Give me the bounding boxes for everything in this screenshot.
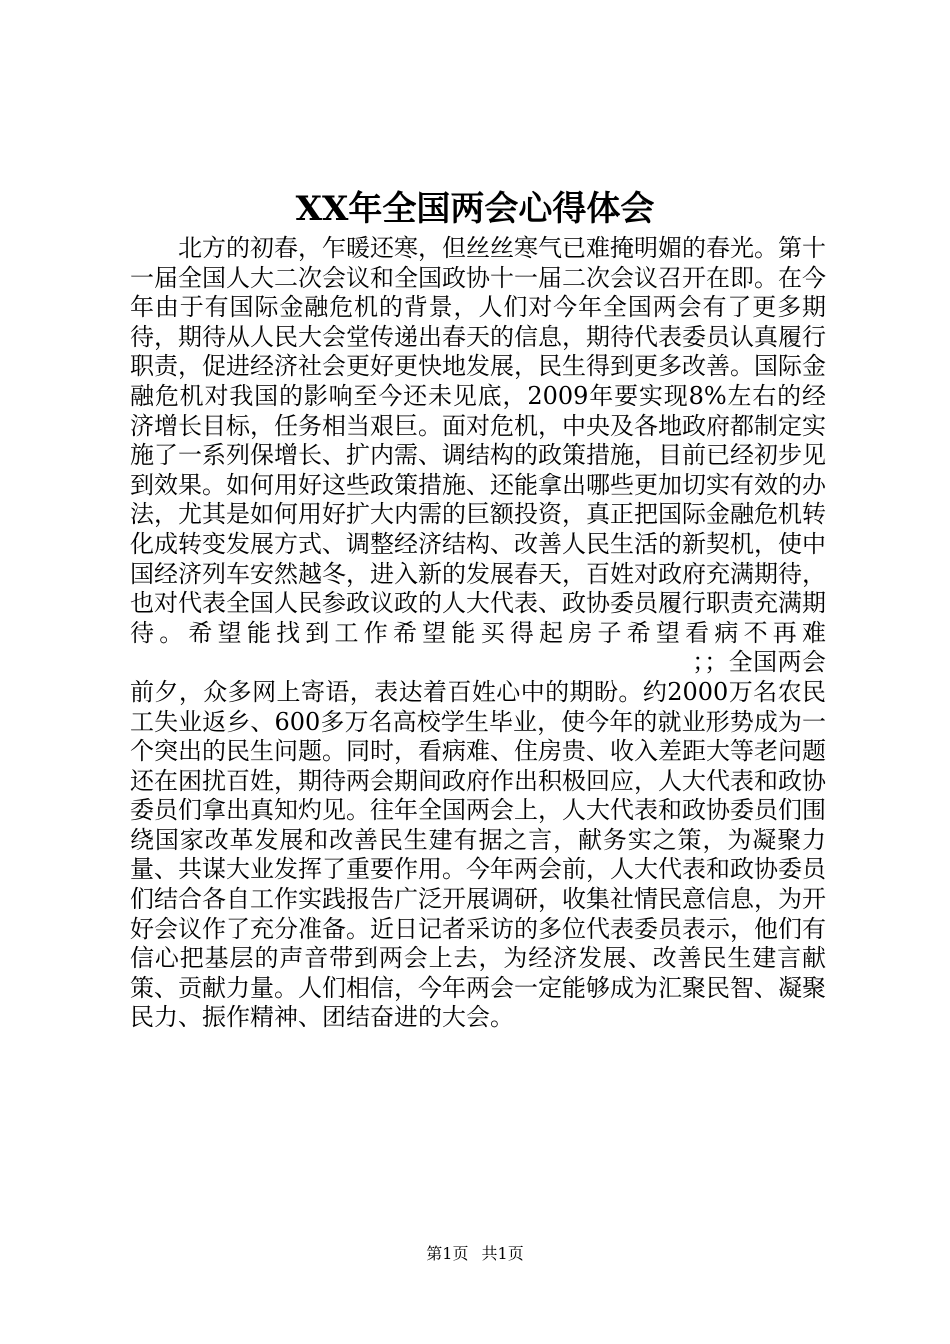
- document-body-paragraph: 北方的初春，乍暖还寒，但丝丝寒气已难掩明媚的春光。第十一届全国人大二次会议和全国政协十一届二次会议召开在即。在今年由于有国际金融危机的背景，人们对今年全国两会有了更多期待，期待从人民大会堂传递出春天的信息，期待代表委员认真履行职责，促进经济社会更好更快地发展，民生得到更多改善。国际金融危机对我国的影响至今还未见底，2009年要实现8%左右的经济增长目标，任务相当艰巨。面对危机，中央及各地政府都制定实施了一系列保增长、扩内需、调结构的政策措施，目前已经初步见到效果。如何用好这些政策措施、还能拿出哪些更加切实有效的办法，尤其是如何用好扩大内需的巨额投资，真正把国际金融危机转化成转变发展方式、调整经济结构、改善人民生活的新契机，使中国经济列车安然越冬，进入新的发展春天，百姓对政府充满期待，也对代表全国人民参政议政的人大代表、政协委员履行职责充满期待。希望能找到工作希望能买得起房子希望看病不再难 ；；全国两会前夕，众多网上寄语，表达着百姓心中的期盼。约2000万名农民工失业返乡、600多万名高校学生毕业，使今年的就业形势成为一个突出的民生问题。同时，看病难、住房贵、收入差距大等老问题还在困扰百姓，期待两会期间政府作出积极回应，人大代表和政协委员们拿出真知灼见。往年全国两会上，人大代表和政协委员们围绕国家改革发展和改善民生建有据之言，献务实之策，为凝聚力量、共谋大业发挥了重要作用。今年两会前，人大代表和政协委员们结合各自工作实践报告广泛开展调研，收集社情民意信息，为开好会议作了充分准备。近日记者采访的多位代表委员表示，他们有信心把基层的声音带到两会上去，为经济发展、改善民生建言献策、贡献力量。人们相信，今年两会一定能够成为汇聚民智、凝聚民力、振作精神、团结奋进的大会。: [130, 234, 826, 1032]
- document-title: XX年全国两会心得体会: [295, 189, 655, 229]
- page-footer: [0, 1242, 950, 1266]
- page-number: 第1页: [426, 1244, 469, 1263]
- page-total: 共1页: [481, 1244, 524, 1263]
